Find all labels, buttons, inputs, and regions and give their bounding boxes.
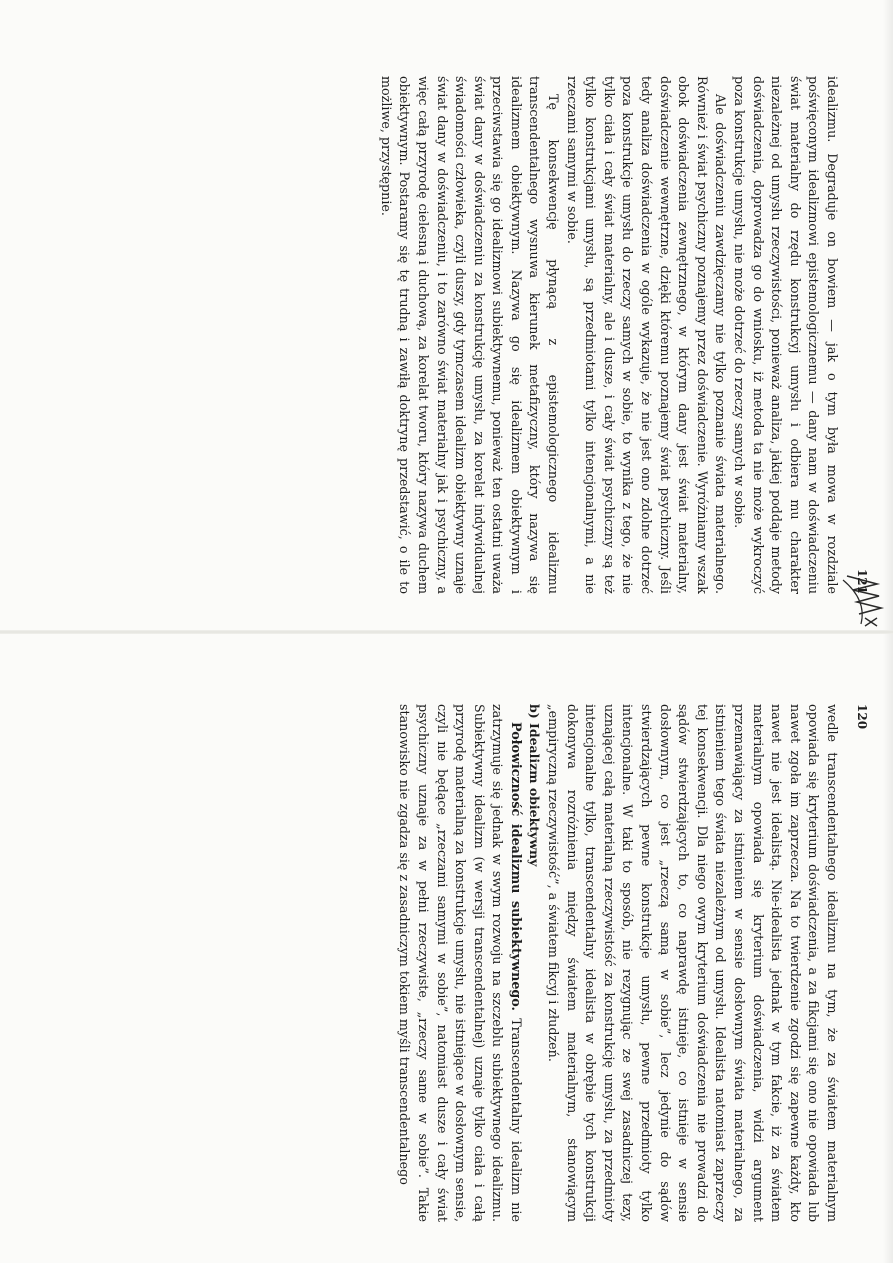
paragraph-lead: Połowiczność idealizmu subiektywnego. — [508, 722, 524, 1011]
page-120 — [0, 632, 893, 1263]
body-paragraph — [395, 704, 525, 1222]
page-body — [376, 76, 841, 594]
page-number: 120 — [855, 704, 869, 730]
body-paragraph: wedle transcendentalnego idealizmu na tym, że za światem materialnym opowiada się kryterium doświadczenia, a za fikcjami się ono nie opowiada lub nawet zgoła im zaprzecza. Na to twierdzenie zgodzi się zapewne każdy, kto nawet nie jest idealistą. Nie-idealista jednak w tym fakcie, iż za światem materialnym opowiada się kryterium doświadczenia, widzi argument przemawiający za istnieniem w sensie dosłownym świata materialnego, za istnieniem tego świata niezależnym od umysłu. Idealista natomiast zaprzeczy tej konsekwencji. Dla niego owym kryterium doświadczenia nie prowadzi do sądów stwierdzających to, co naprawdę istnieje, co istnieje w sensie dosłownym, co jest „rzeczą samą w sobie”, lecz jedynie do sądów stwierdzających pewne konstrukcje umysłu, pewne przedmioty tylko intencjonalne. W taki to sposób, nie rezygnując ze swej zasadniczej tezy, uznającej całą materialną rzeczywistość za konstrukcję umysłu, za przedmioty intencjonalne tylko, transcendentalny idealista w obrębie tych konstrukcji dokonywa rozróżnienia między światem materialnym, stanowiącym „empiryczną rzeczywistość”, a światem fikcyj i złudzeń. — [546, 704, 840, 1222]
paragraph-text: Transcendentalny idealizm nie zatrzymuje się jednak w swym rozwoju na szczeblu subiektywnego idealizmu. Subiektywny idealizm (w wersji transcendentalnej) uznaje tylko ciała i całą przyrodę materialną za konstrukcje umysłu, nie istniejące w dosłownym sensie, czyli nie będące „rzeczami samymi w sobie”, natomiast dusze i cały świat psychiczny uznaje za w pełni rzeczywiste, „rzeczy same w sobie”. Takie stanowisko nie zgadza się z zasadniczym tokiem myśli transcendentalnego — [397, 704, 524, 1222]
section-heading: b) Idealizm obiektywny — [527, 704, 543, 867]
body-paragraph: Ale doświadczeniu zawdzięczamy nie tylko poznanie świata materialnego. Również i świat psychiczny poznajemy przez doświadczenie. Wyróżniamy wszak obok doświadczenia zewnętrznego, w którym dany jest świat materialny, doświadczenie wewnętrzne, dzięki któremu poznajemy świat psychiczny. Jeśli tedy analiza doświadczenia w ogóle wykazuje, że nie jest ono zdolne dotrzeć poza konstrukcje umysłu do rzeczy samych w sobie, to wynika z tego, że nie tylko ciała i cały świat materialny, ale i dusze, i cały świat psychiczny są też tylko konstrukcjami umysłu, są przedmiotami tylko intencjonalnymi, a nie rzeczami samymi w sobie. — [564, 76, 729, 594]
body-paragraph: idealizmu. Degraduje on bowiem — jak o tym była mowa w rozdziale poświęconym idealizmowi epistemologicznemu — dany nam w doświadczeniu świat materialny do rzędu konstrukcyj umysłu i odbiera mu charakter niezależnej od umysłu rzeczywistości, ponieważ analiza, jakiej poddaje metody doświadczenia, doprowadza go do wniosku, iż metoda ta nie może wykroczyć poza konstrukcje umysłu, nie może dotrzeć do rzeczy samych w sobie. — [732, 76, 840, 594]
page-body — [395, 704, 841, 1222]
body-paragraph: Tę konsekwencję płynącą z epistemologicznego idealizmu transcendentalnego wysnuwa kierunek metafizyczny, który nazywa się idealizmem obiektywnym. Nazywa go się idealizmem obiektywnym i przeciwstawia się go idealizmowi subiektywnemu, ponieważ ten ostatni uważa świat dany w doświadczeniu za konstrukcję umysłu, za korelat indywidualnej świadomości człowieka, czyli duszy, gdy tymczasem idealizm obiektywny uznaje świat dany w doświadczeniu, i to zarówno świat materialny jak i psychiczny, a więc całą przyrodę cielesną i duchową, za korelat tworu, który nazywa duchem obiektywnym. Postaramy się tę trudną i zawiłą doktrynę przedstawić, o ile to możliwe, przystępnie. — [378, 76, 562, 594]
page-number: 121 — [855, 568, 869, 594]
